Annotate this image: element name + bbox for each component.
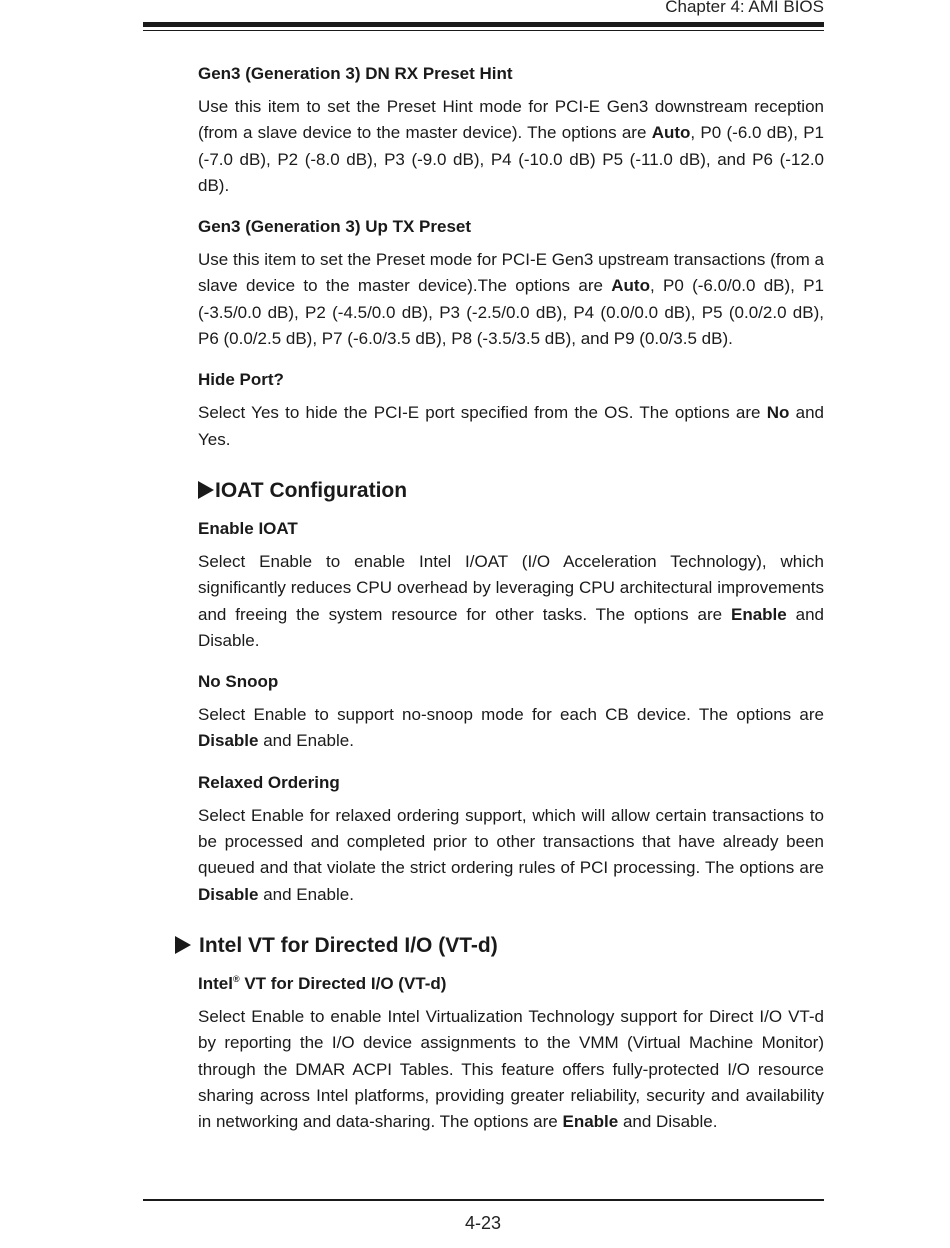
header-rule-thick — [143, 22, 824, 27]
item-description: Select Enable for relaxed ordering support, which will allow certain transactions to be processed and completed prior to other transactions that have already been queued and that violate the strict ordering rules of PCI processing. The options are Disable and Enable. — [198, 805, 824, 904]
item-enable-ioat — [198, 517, 824, 654]
header-rule-thin — [143, 30, 824, 31]
page-number: 4-23 — [464, 1213, 502, 1233]
item-description: Select Enable to enable Intel I/OAT (I/O Acceleration Technology), which significantly reduces CPU overhead by leveraging CPU architectural improvements and freeing the system resource for other tasks. The options are Enable and Disable. — [198, 551, 824, 650]
default-option: No — [766, 403, 790, 423]
item-intel-vtd — [198, 972, 824, 1135]
triangle-right-icon — [198, 481, 214, 499]
item-hide-port — [198, 368, 824, 453]
footer-rule — [143, 1199, 824, 1201]
triangle-right-icon — [175, 936, 191, 954]
default-option: Enable — [562, 1112, 619, 1132]
section-heading-vtd: Intel VT for Directed I/O (VT-d) — [175, 932, 824, 960]
page-content — [198, 62, 824, 1151]
item-title: Enable IOAT — [198, 518, 298, 538]
item-gen3-up-tx-preset — [198, 215, 824, 352]
item-description: Select Enable to support no-snoop mode for each CB device. The options are Disable and Enable. — [198, 705, 824, 751]
item-title: Gen3 (Generation 3) Up TX Preset — [198, 217, 472, 237]
default-option: Auto — [611, 276, 650, 296]
item-no-snoop — [198, 670, 824, 755]
default-option: Disable — [198, 884, 259, 904]
item-gen3-dn-rx-preset-hint — [198, 62, 824, 199]
item-description: Use this item to set the Preset Hint mode for PCI-E Gen3 downstream reception (from a slave device to the master device). The options are Auto, P0 (-6.0 dB), P1 (-7.0 dB), P2 (-8.0 dB), P3 (-9.0 dB), P4 (-10.0 dB) P5 (-11.0 dB), and P6 (-12.0 dB). — [198, 97, 824, 195]
item-title: No Snoop — [198, 672, 279, 692]
default-option: Auto — [651, 123, 691, 143]
item-title: Gen3 (Generation 3) DN RX Preset Hint — [198, 64, 513, 83]
item-relaxed-ordering — [198, 771, 824, 908]
default-option: Disable — [198, 731, 259, 751]
item-title: Relaxed Ordering — [198, 772, 340, 792]
chapter-header: Chapter 4: AMI BIOS — [665, 0, 824, 16]
item-title: Intel® VT for Directed I/O (VT-d) — [198, 973, 447, 993]
default-option: Enable — [731, 604, 787, 624]
item-description: Select Enable to enable Intel Virtualization Technology support for Direct I/O VT-d by reporting the I/O device assignments to the VMM (Virtual Machine Monitor) through the DMAR ACPI Tables. This feature offers fully-protected I/O resource sharing across Intel platforms, providing greater reliability, security and availability in networking and data-sharing. The options are Enable and Disable. — [198, 1006, 824, 1132]
section-heading-ioat: IOAT Configuration — [198, 477, 824, 505]
item-title: Hide Port? — [198, 370, 284, 390]
item-description: Use this item to set the Preset mode for PCI-E Gen3 upstream transactions (from a slave device to the master device).The options are Auto, P0 (-6.0/0.0 dB), P1 (-3.5/0.0 dB), P2 (-4.5/0.0 dB), P3 (-2.5/0.0 dB), P4 (0.0/0.0 dB), P5 (0.0/2.0 dB), P6 (0.0/2.5 dB), P7 (-6.0/3.5 dB), P8 (-3.5/3.5 dB), and P9 (0.0/3.5 dB). — [198, 250, 824, 349]
item-description: Select Yes to hide the PCI-E port specified from the OS. The options are No and Yes. — [198, 403, 824, 449]
